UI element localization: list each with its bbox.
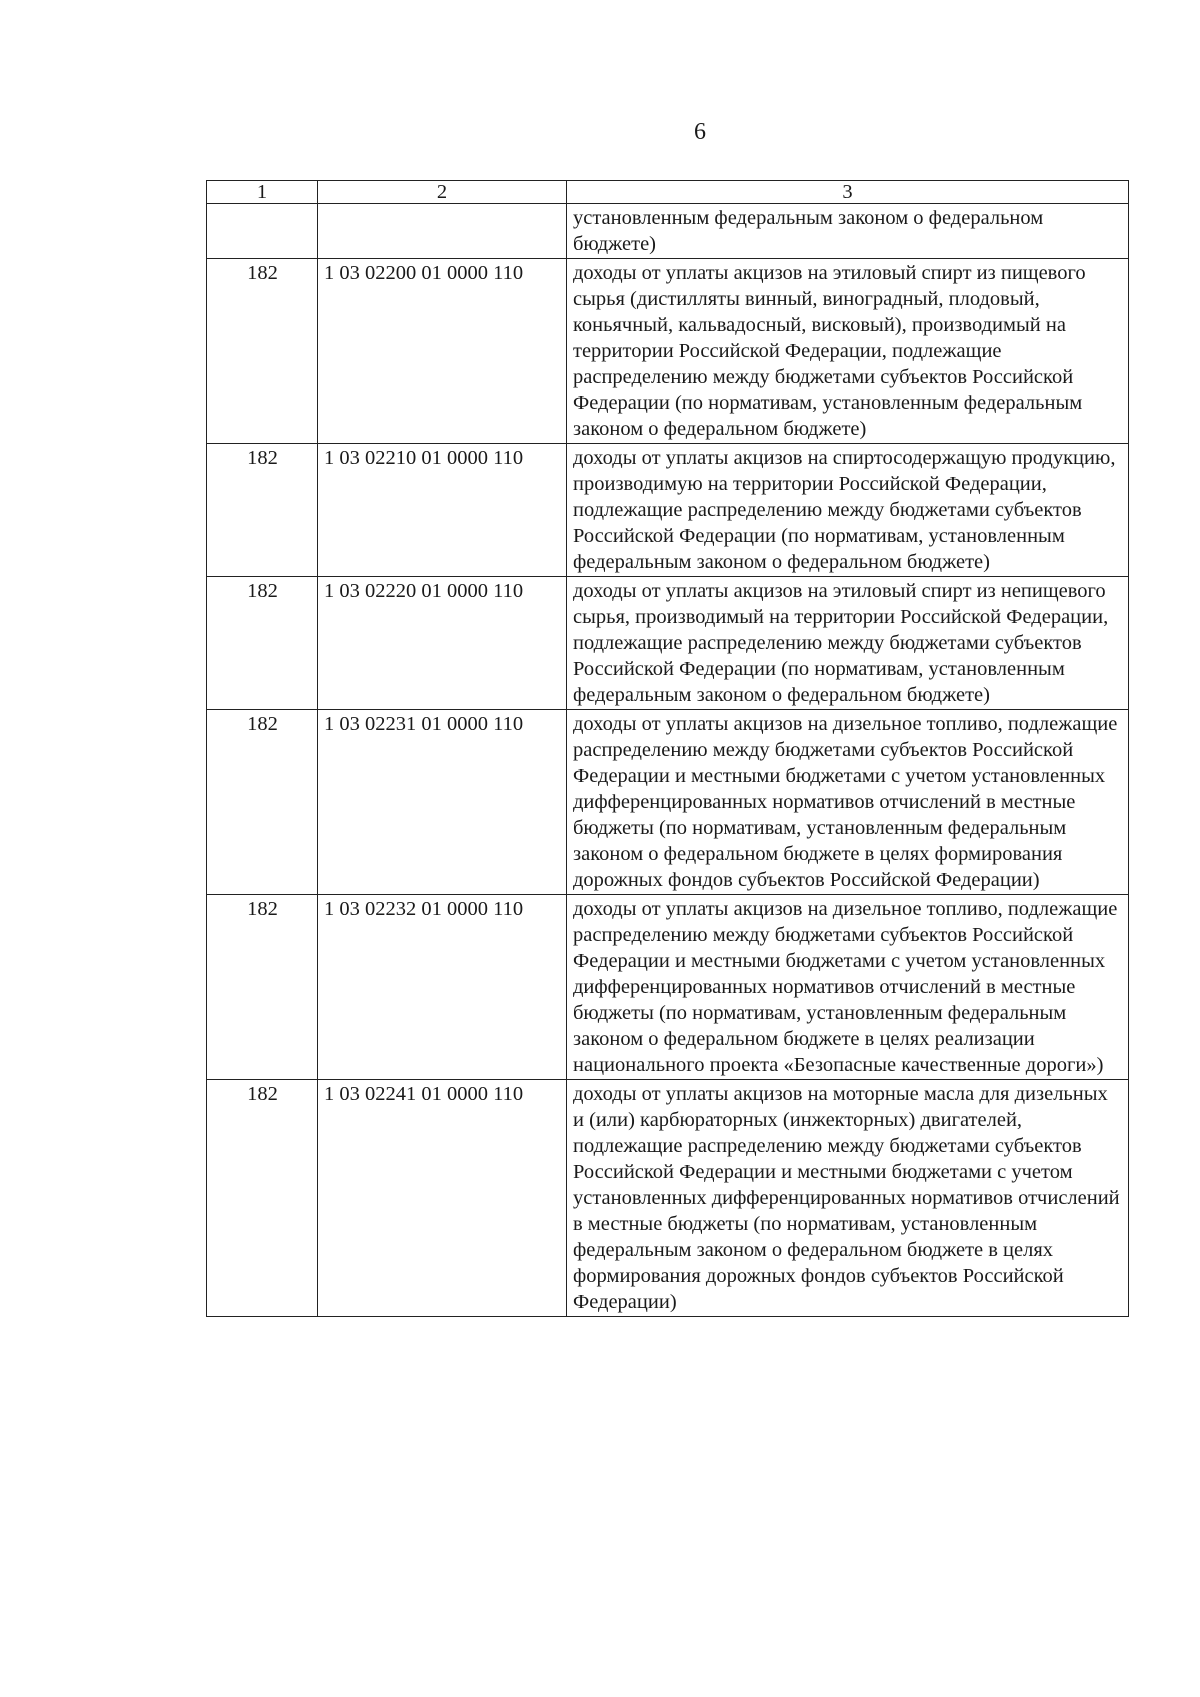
description-cell: доходы от уплаты акцизов на дизельное топливо, подлежащие распределению между бюджетами субъектов Российской Федерации и местными бюджетами с учетом установленных дифференцированных нормативов отчислений в местные бюджеты (по нормативам, установленным федеральным законом о федеральном бюджете в целях реализации национального проекта «Безопасные качественные дороги») bbox=[567, 895, 1129, 1080]
column-header-1: 1 bbox=[207, 181, 318, 204]
description-cell: установленным федеральным законом о федеральном бюджете) bbox=[567, 204, 1129, 259]
budget-code-cell: 1 03 02232 01 0000 110 bbox=[318, 895, 567, 1080]
admin-code-cell: 182 bbox=[207, 577, 318, 710]
admin-code-cell: 182 bbox=[207, 259, 318, 444]
table-row bbox=[207, 259, 1129, 444]
table-body bbox=[207, 204, 1129, 1317]
table-row bbox=[207, 710, 1129, 895]
page-number: 6 bbox=[694, 119, 706, 145]
table-row bbox=[207, 577, 1129, 710]
admin-code-cell: 182 bbox=[207, 444, 318, 577]
description-cell: доходы от уплаты акцизов на спиртосодержащую продукцию, производимую на территории Российской Федерации, подлежащие распределению между бюджетами субъектов Российской Федерации (по нормативам, установленным федеральным законом о федеральном бюджете) bbox=[567, 444, 1129, 577]
table-header-row bbox=[207, 181, 1129, 204]
budget-code-cell: 1 03 02231 01 0000 110 bbox=[318, 710, 567, 895]
admin-code-cell bbox=[207, 204, 318, 259]
admin-code-cell: 182 bbox=[207, 895, 318, 1080]
column-header-2: 2 bbox=[318, 181, 567, 204]
description-cell: доходы от уплаты акцизов на дизельное топливо, подлежащие распределению между бюджетами субъектов Российской Федерации и местными бюджетами с учетом установленных дифференцированных нормативов отчислений в местные бюджеты (по нормативам, установленным федеральным законом о федеральном бюджете в целях формирования дорожных фондов субъектов Российской Федерации) bbox=[567, 710, 1129, 895]
description-cell: доходы от уплаты акцизов на этиловый спирт из пищевого сырья (дистилляты винный, виноградный, плодовый, коньячный, кальвадосный, висковый), производимый на территории Российской Федерации, подлежащие распределению между бюджетами субъектов Российской Федерации (по нормативам, установленным федеральным законом о федеральном бюджете) bbox=[567, 259, 1129, 444]
budget-code-cell: 1 03 02241 01 0000 110 bbox=[318, 1080, 567, 1317]
description-cell: доходы от уплаты акцизов на этиловый спирт из непищевого сырья, производимый на территории Российской Федерации, подлежащие распределению между бюджетами субъектов Российской Федерации (по нормативам, установленным федеральным законом о федеральном бюджете) bbox=[567, 577, 1129, 710]
budget-code-cell: 1 03 02200 01 0000 110 bbox=[318, 259, 567, 444]
admin-code-cell: 182 bbox=[207, 1080, 318, 1317]
description-cell: доходы от уплаты акцизов на моторные масла для дизельных и (или) карбюраторных (инжекторных) двигателей, подлежащие распределению между бюджетами субъектов Российской Федерации и местными бюджетами с учетом установленных дифференцированных нормативов отчислений в местные бюджеты (по нормативам, установленным федеральным законом о федеральном бюджете в целях формирования дорожных фондов субъектов Российской Федерации) bbox=[567, 1080, 1129, 1317]
admin-code-cell: 182 bbox=[207, 710, 318, 895]
revenue-codes-table bbox=[206, 180, 1129, 1317]
table-row bbox=[207, 204, 1129, 259]
table-row bbox=[207, 444, 1129, 577]
table-header bbox=[207, 181, 1129, 204]
table-row bbox=[207, 1080, 1129, 1317]
budget-code-cell: 1 03 02220 01 0000 110 bbox=[318, 577, 567, 710]
budget-code-cell bbox=[318, 204, 567, 259]
budget-code-cell: 1 03 02210 01 0000 110 bbox=[318, 444, 567, 577]
table-row bbox=[207, 895, 1129, 1080]
column-header-3: 3 bbox=[567, 181, 1129, 204]
